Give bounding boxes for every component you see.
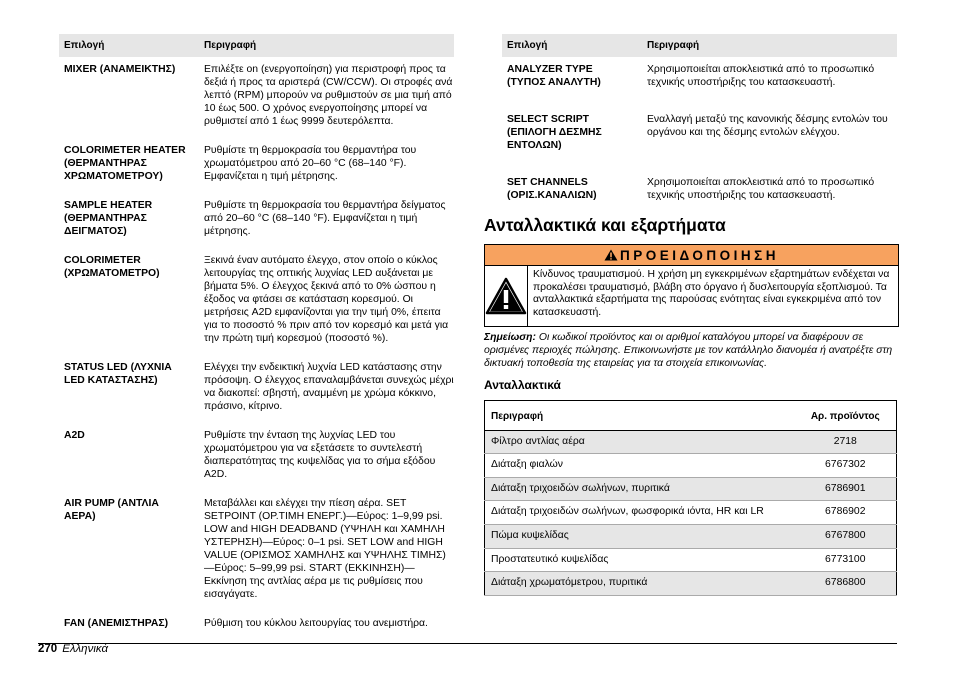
- part-number: 6767302: [795, 454, 897, 478]
- part-description: Διάταξη φιαλών: [485, 454, 795, 478]
- part-description: Διάταξη χρωματόμετρου, πυριτικά: [485, 572, 795, 596]
- option-name: COLORIMETER HEATER (ΘΕΡΜΑΝΤΗΡΑΣ ΧΡΩΜΑΤΟΜΕΤΡΟΥ): [64, 145, 186, 182]
- option-name: STATUS LED (ΛΥΧΝΙΑ LED ΚΑΤΑΣΤΑΣΗΣ): [64, 362, 172, 386]
- parts-row: [485, 524, 897, 548]
- parts-table: [484, 400, 897, 596]
- col-header-option: Επιλογή: [59, 34, 199, 57]
- part-description: Διάταξη τριχοειδών σωλήνων, πυριτικά: [485, 477, 795, 501]
- parts-row: [485, 572, 897, 596]
- parts-row: [485, 454, 897, 478]
- col-header-option: Επιλογή: [502, 34, 642, 57]
- option-description: Χρησιμοποιείται αποκλειστικά από το προσωπικό τεχνικής υποστήριξης του κατασκευαστή.: [647, 64, 875, 88]
- option-name: ANALYZER TYPE (ΤΥΠΟΣ ΑΝΑΛΥΤΗ): [507, 64, 601, 88]
- option-row: [502, 164, 897, 208]
- col-header-description: Περιγραφή: [199, 34, 454, 57]
- hazard-triangle-icon: [485, 277, 527, 315]
- warning-triangle-icon: [604, 249, 618, 261]
- parts-row: [485, 430, 897, 454]
- right-options-table: [502, 34, 897, 208]
- page-number: 270: [38, 643, 58, 655]
- parts-header-description: Περιγραφή: [485, 401, 795, 431]
- warning-header: [485, 245, 898, 266]
- option-name: FAN (ΑΝΕΜΙΣΤΗΡΑΣ): [64, 618, 169, 629]
- option-description: Ρυθμίστε τη θερμοκρασία του θερμαντήρα του χρωματόμετρου από 20–60 °C (68–140 °F). Εμφανίζεται η τιμή μέτρησης.: [204, 145, 417, 182]
- option-row: [502, 101, 897, 164]
- warning-box: [484, 244, 899, 327]
- option-name: COLORIMETER (ΧΡΩΜΑΤΟΜΕΤΡΟ): [64, 255, 160, 279]
- part-description: Διάταξη τριχοειδών σωλήνων, φωσφορικά ιόντα, HR και LR: [485, 501, 795, 525]
- section-title: Ανταλλακτικά και εξαρτήματα: [484, 215, 726, 235]
- option-description: Επιλέξτε on (ενεργοποίηση) για περιστροφή προς τα δεξιά ή προς τα αριστερά (CW/CCW). Οι στροφές ανά λεπτό (RPM) μπορούν να ρυθμιστούν σε μια τιμή από 10 έως 500. Ο χρόνος ενεργοποίησης μπορεί να ρυθμιστεί από 1 έως 9999 δευτερόλεπτα.: [204, 64, 453, 127]
- part-number: 6786902: [795, 501, 897, 525]
- option-name: SELECT SCRIPT (ΕΠΙΛΟΓΗ ΔΕΣΜΗΣ ΕΝΤΟΛΩΝ): [507, 114, 602, 151]
- part-number: 6767800: [795, 524, 897, 548]
- footer-language: Ελληνικά: [62, 643, 109, 655]
- part-number: 6786901: [795, 477, 897, 501]
- part-description: Προστατευτικό κυψελίδας: [485, 548, 795, 572]
- option-row: [59, 246, 454, 353]
- note: [484, 331, 897, 370]
- option-name: MIXER (ΑΝΑΜΕΙΚΤΗΣ): [64, 64, 176, 75]
- option-row: [59, 191, 454, 246]
- option-name: SET CHANNELS (ΟΡΙΣ.ΚΑΝΑΛΙΩΝ): [507, 177, 597, 201]
- option-row: [59, 57, 454, 136]
- footer: [38, 643, 108, 655]
- option-description: Μεταβάλλει και ελέγχει την πίεση αέρα. SET SETPOINT (ΟΡ.ΤΙΜΗ ΕΝΕΡΓ.)—Εύρος: 1–9,99 psi. LOW and HIGH DEADBAND (ΥΨΗΛΗ και ΧΑΜΗΛΗ ΥΣΤΕΡΗΣΗ)—Εύρος: 0–1 psi. SET LOW and HIGH VALUE (ΟΡΙΣΜΟΣ ΧΑΜΗΛΗΣ και ΥΨΗΛΗΣ ΤΙΜΗΣ)—Εύρος: 5–99,99 psi. START (ΕΚΚΙΝΗΣΗ)—Εκκίνηση της αντλίας αέρα με τις ρυθμίσεις που εισαγάγατε.: [204, 498, 446, 600]
- part-description: Πώμα κυψελίδας: [485, 524, 795, 548]
- option-name: AIR PUMP (ΑΝΤΛΙΑ ΑΕΡΑ): [64, 498, 159, 522]
- part-description: Φίλτρο αντλίας αέρα: [485, 430, 795, 454]
- option-row: [59, 489, 454, 609]
- parts-row: [485, 477, 897, 501]
- option-name: A2D: [64, 430, 85, 441]
- note-label: Σημείωση:: [484, 332, 536, 343]
- part-number: 2718: [795, 430, 897, 454]
- option-description: Ρυθμίστε την ένταση της λυχνίας LED του χρωματόμετρου για να εξετάσετε το συντελεστή διαπερατότητας της κυψελίδας για το σήμα εξόδου A2D.: [204, 430, 436, 480]
- part-number: 6773100: [795, 548, 897, 572]
- warning-text: Κίνδυνος τραυματισμού. Η χρήση μη εγκεκριμένων εξαρτημάτων ενδέχεται να προκαλέσει τραυματισμό, βλάβη στο όργανο ή δυσλειτουργία εξοπλισμού. Τα ανταλλακτικά εξαρτήματα της παρούσας ενότητας είναι εγκεκριμένα από τον κατασκευαστή.: [533, 269, 890, 318]
- option-description: Ρύθμιση του κύκλου λειτουργίας του ανεμιστήρα.: [204, 618, 428, 629]
- option-description: Ρυθμίστε τη θερμοκρασία του θερμαντήρα δείγματος από 20–60 °C (68–140 °F). Εμφανίζεται η τιμή μέτρησης.: [204, 200, 446, 237]
- parts-row: [485, 548, 897, 572]
- option-row: [502, 57, 897, 101]
- footer-rule: [38, 643, 897, 644]
- parts-title: Ανταλλακτικά: [484, 378, 561, 392]
- option-row: [59, 353, 454, 421]
- option-row: [59, 421, 454, 489]
- hazard-icon-cell: [485, 266, 528, 326]
- part-number: 6786800: [795, 572, 897, 596]
- option-row: [59, 609, 454, 634]
- option-row: [59, 136, 454, 191]
- parts-header-number: Αρ. προϊόντος: [795, 401, 897, 431]
- option-description: Ελέγχει την ενδεικτική λυχνία LED κατάστασης στην πρόσοψη. Ο έλεγχος επαναλαμβάνεται συνεχώς μέχρι να διακοπεί: σβηστή, αναμμένη με χρώμα κόκκινο, πράσινο, κίτρινο.: [204, 362, 454, 412]
- option-description: Ξεκινά έναν αυτόματο έλεγχο, στον οποίο ο κύκλος λειτουργίας της οπτικής λυχνίας LED αυξάνεται με βήματα 5%. Ο έλεγχος ξεκινά από το 0% ώσπου η έξοδος να φτάσει σε κατάσταση κορεσμού. Οι μετρήσεις A2D εμφανίζονται για την τιμή 0%, έπειτα για το ποσοστό % πριν από τον κορεσμό και μετά για την πρώτη τιμή κορεσμού (ποσοστό %).: [204, 255, 449, 344]
- option-name: SAMPLE HEATER (ΘΕΡΜΑΝΤΗΡΑΣ ΔΕΙΓΜΑΤΟΣ): [64, 200, 153, 237]
- col-header-description: Περιγραφή: [642, 34, 897, 57]
- parts-row: [485, 501, 897, 525]
- option-description: Χρησιμοποιείται αποκλειστικά από το προσωπικό τεχνικής υποστήριξης του κατασκευαστή.: [647, 177, 875, 201]
- left-options-table: [59, 34, 454, 634]
- option-description: Εναλλαγή μεταξύ της κανονικής δέσμης εντολών του οργάνου και της δέσμης εντολών ελέγχου.: [647, 114, 888, 138]
- note-text: Οι κωδικοί προϊόντος και οι αριθμοί καταλόγου μπορεί να διαφέρουν σε ορισμένες περιοχές πώλησης. Επικοινωνήστε με τον κατάλληλο διανομέα ή ανατρέξτε στη δικτυακή τοποθεσία της εταιρείας για τα στοιχεία επικοινωνίας.: [484, 332, 893, 369]
- warning-title: ΠΡΟΕΙΔΟΠΟΙΗΣΗ: [620, 248, 779, 263]
